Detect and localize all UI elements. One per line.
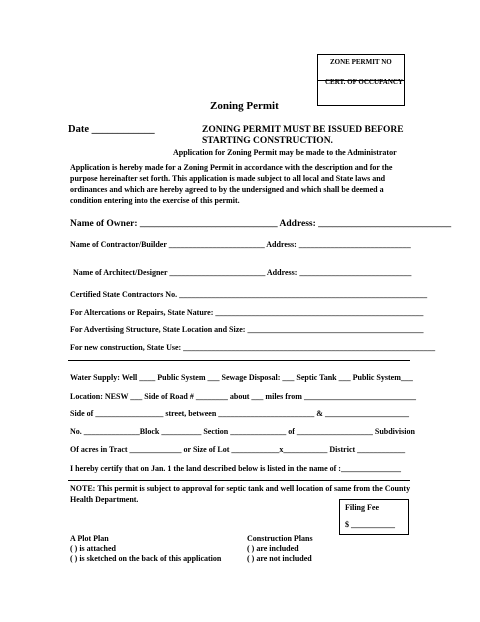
note-line-2: Health Department. [70, 495, 139, 504]
intro-line-4: condition entering into the exercise of this permit. [70, 196, 240, 205]
block-section-field[interactable]: No. ______________Block __________ Section ______________ of ___________________ Subdivision [70, 427, 415, 436]
water-supply-field[interactable]: Water Supply: Well ____ Public System ___ Sewage Disposal: ___ Septic Tank ___ Public System___ [70, 373, 413, 382]
cert-of-occupancy-label: CERT. OF OCCUPANCY [325, 78, 403, 86]
certified-contractors-field[interactable]: Certified State Contractors No. ______________________________________________________________ [70, 290, 428, 299]
new-construction-field[interactable]: For new construction, State Use: _______________________________________________________________ [70, 343, 436, 352]
filing-fee-label: Filing Fee [345, 503, 379, 512]
notice-line-2: STARTING CONSTRUCTION. [202, 136, 333, 146]
location-field[interactable]: Location: NESW ___ Side of Road # ________ about ___ miles from ____________________________ [70, 392, 416, 401]
section-divider-2 [68, 480, 410, 481]
owner-field[interactable]: Name of Owner: _____________________________ Address: ____________________________ [70, 219, 452, 229]
architect-field[interactable]: Name of Architect/Designer ________________________ Address: ____________________________ [73, 268, 412, 277]
intro-line-1: Application is hereby made for a Zoning Permit in accordance with the description and for the [70, 163, 393, 172]
intro-line-3: ordinances and which are hereby agreed to by the undersigned and which shall be deemed a [70, 185, 384, 194]
certify-field[interactable]: I hereby certify that on Jan. 1 the land described below is listed in the name of :_______________ [70, 464, 401, 473]
date-field[interactable]: Date ____________ [68, 124, 155, 135]
notice-subtitle: Application for Zoning Permit may be made to the Administrator [173, 148, 397, 157]
side-of-street-field[interactable]: Side of _________________ street, between ________________________ & _____________________ [70, 409, 409, 418]
section-divider-1 [68, 360, 410, 361]
plot-plan-sketched-option[interactable]: ( ) is sketched on the back of this application [70, 554, 222, 563]
note-line-1: NOTE: This permit is subject to approval for septic tank and well location of same from the County [70, 484, 411, 493]
construction-plans-included-option[interactable]: ( ) are included [247, 544, 299, 553]
filing-fee-amount[interactable]: $ ___________ [345, 520, 395, 529]
notice-line-1: ZONING PERMIT MUST BE ISSUED BEFORE [202, 125, 404, 135]
plot-plan-attached-option[interactable]: ( ) is attached [70, 544, 116, 553]
advertising-field[interactable]: For Advertising Structure, State Location and Size: ____________________________________________ [70, 325, 424, 334]
acres-lot-field[interactable]: Of acres in Tract _____________ or Size of Lot ____________x___________ District ____________ [70, 445, 406, 454]
plot-plan-title: A Plot Plan [70, 534, 109, 543]
contractor-field[interactable]: Name of Contractor/Builder ________________________ Address: ____________________________ [70, 240, 411, 249]
alterations-field[interactable]: For Altercations or Repairs, State Nature: ____________________________________________________ [70, 308, 424, 317]
intro-line-2: purpose hereinafter set forth. This application is made subject to all local and State laws and [70, 174, 386, 183]
page-title: Zoning Permit [210, 100, 279, 112]
zone-permit-no-label: ZONE PERMIT NO [330, 58, 392, 66]
construction-plans-not-included-option[interactable]: ( ) are not included [247, 554, 312, 563]
construction-plans-title: Construction Plans [247, 534, 313, 543]
